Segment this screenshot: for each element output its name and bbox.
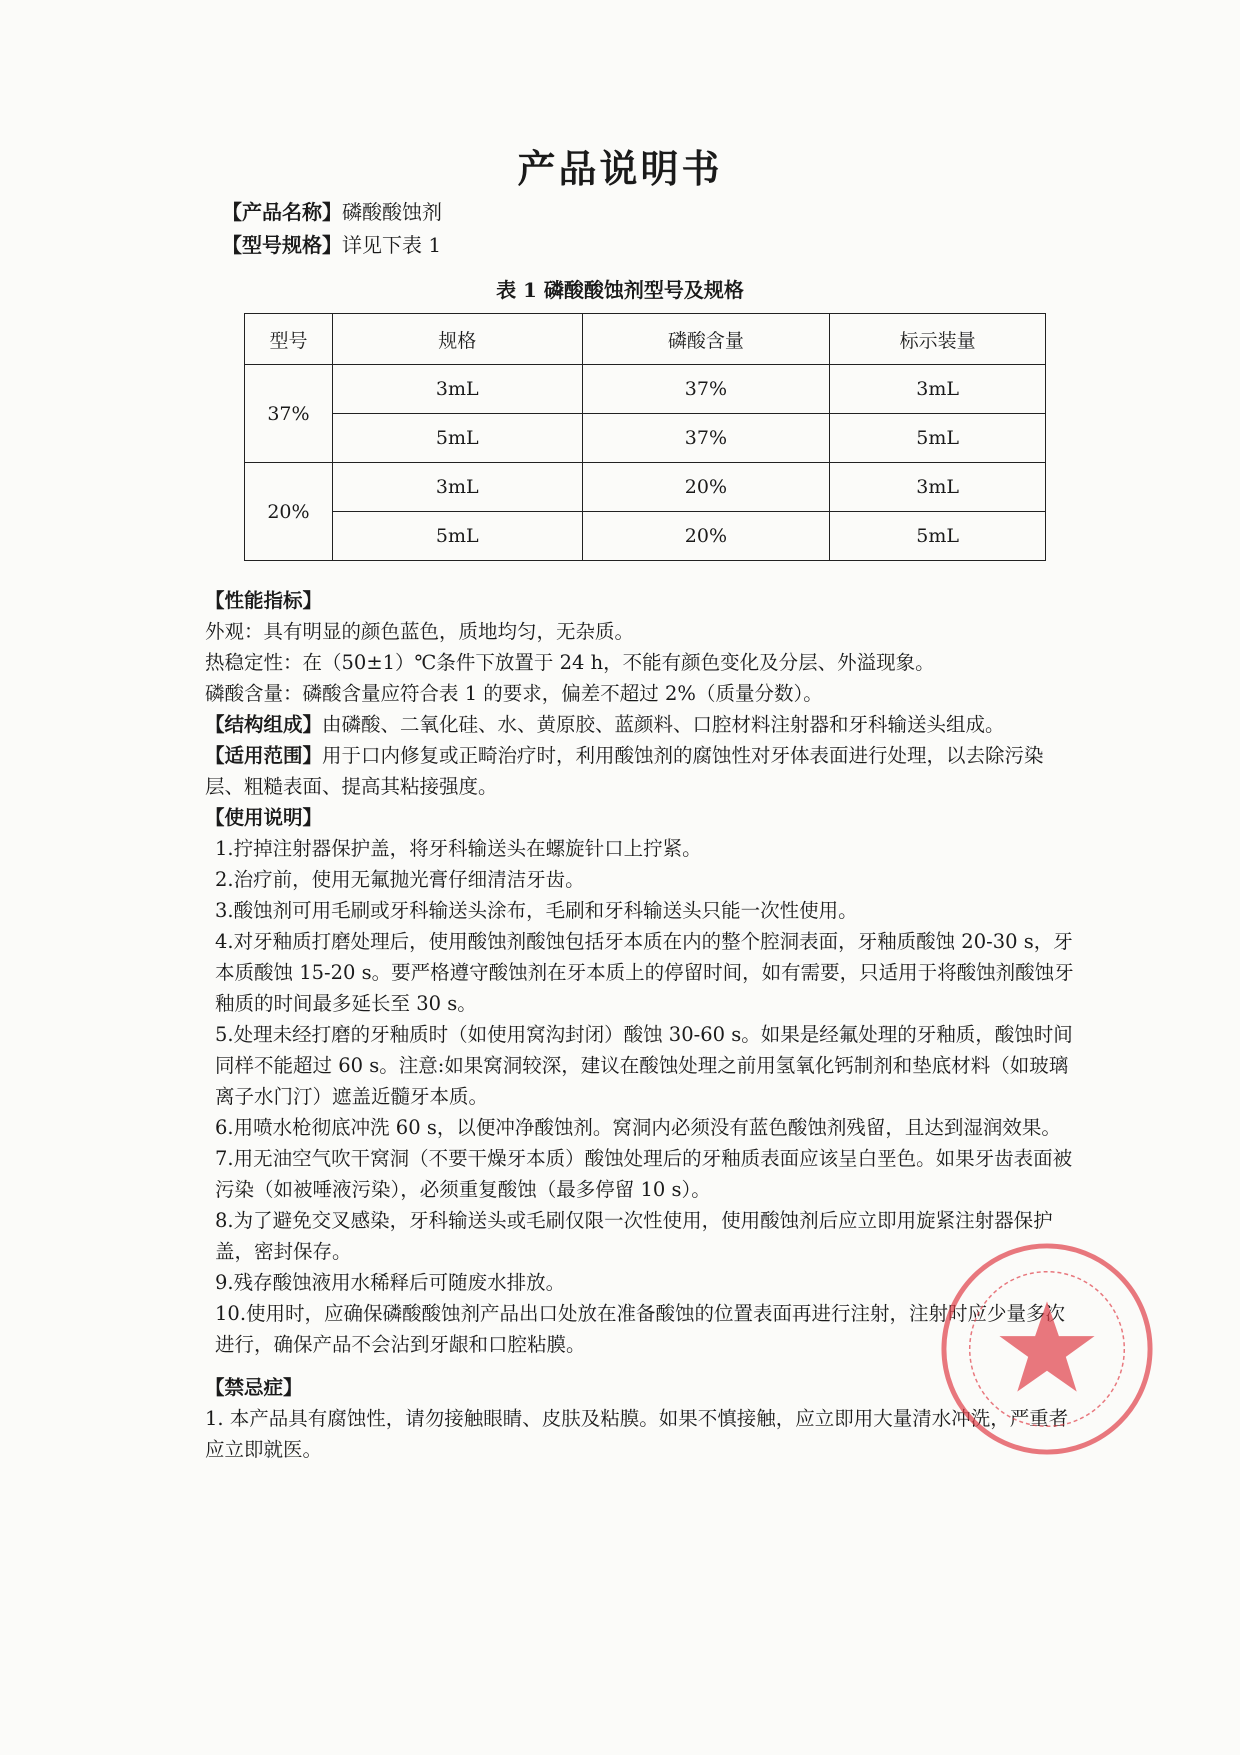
contra-heading: 【禁忌症】 — [205, 1376, 303, 1399]
table-cell: 5mL — [332, 512, 582, 561]
header-cell: 型号 — [245, 314, 333, 365]
header-cell: 磷酸含量 — [582, 314, 830, 365]
table-cell: 5mL — [830, 414, 1046, 463]
scope-paragraph — [205, 740, 1075, 802]
scope-heading: 【适用范围】 — [205, 744, 323, 767]
model-line — [222, 229, 441, 258]
product-name-line — [222, 196, 442, 225]
table-header-row — [245, 314, 1046, 365]
table-row — [245, 414, 1046, 463]
header-cell: 规格 — [332, 314, 582, 365]
performance-heading: 【性能指标】 — [205, 589, 323, 612]
table-cell: 3mL — [332, 365, 582, 414]
model-value: 详见下表 1 — [342, 233, 442, 257]
structure-heading: 【结构组成】 — [205, 713, 323, 736]
performance-line: 热稳定性：在（50±1）℃条件下放置于 24 h，不能有颜色变化及分层、外溢现象。 — [205, 651, 935, 674]
usage-step: 1.拧掉注射器保护盖，将牙科输送头在螺旋针口上拧紧。 — [215, 837, 702, 860]
spec-table — [244, 313, 1046, 561]
table-cell: 5mL — [830, 512, 1046, 561]
usage-step: 2.治疗前，使用无氟抛光膏仔细清洁牙齿。 — [215, 868, 585, 891]
usage-step: 9.残存酸蚀液用水稀释后可随废水排放。 — [215, 1271, 566, 1294]
performance-line: 磷酸含量：磷酸含量应符合表 1 的要求，偏差不超过 2%（质量分数）。 — [205, 682, 823, 705]
product-name-value: 磷酸酸蚀剂 — [342, 200, 442, 224]
usage-step: 4.对牙釉质打磨处理后，使用酸蚀剂酸蚀包括牙本质在内的整个腔洞表面，牙釉质酸蚀 20-30 s，牙本质酸蚀 15-20 s。要严格遵守酸蚀剂在牙本质上的停留时间，如有需要，只适用于将酸蚀剂酸蚀牙釉质的时间最多延长至 30 s。 — [215, 930, 1074, 1015]
structure-paragraph — [205, 709, 1075, 740]
scope-text: 用于口内修复或正畸治疗时，利用酸蚀剂的腐蚀性对牙体表面进行处理，以去除污染层、粗糙表面、提高其粘接强度。 — [205, 744, 1044, 798]
table-cell: 5mL — [332, 414, 582, 463]
performance-line: 外观：具有明显的颜色蓝色，质地均匀，无杂质。 — [205, 620, 635, 643]
model-label: 【型号规格】 — [222, 233, 342, 257]
usage-step: 7.用无油空气吹干窝洞（不要干燥牙本质）酸蚀处理后的牙釉质表面应该呈白垩色。如果牙齿表面被污染（如被唾液污染），必须重复酸蚀（最多停留 10 s）。 — [215, 1147, 1073, 1201]
model-cell: 37% — [245, 365, 333, 463]
table-cell: 37% — [582, 365, 830, 414]
table-row — [245, 463, 1046, 512]
document-title: 产品说明书 — [517, 146, 723, 191]
usage-step: 6.用喷水枪彻底冲洗 60 s，以便冲净酸蚀剂。窝洞内必须没有蓝色酸蚀剂残留，且达到湿润效果。 — [215, 1116, 1061, 1139]
table-cell: 37% — [582, 414, 830, 463]
usage-step: 3.酸蚀剂可用毛刷或牙科输送头涂布，毛刷和牙科输送头只能一次性使用。 — [215, 899, 858, 922]
stamp-star-icon — [999, 1301, 1094, 1391]
table-cell: 3mL — [332, 463, 582, 512]
table-cell: 3mL — [830, 463, 1046, 512]
usage-step: 10.使用时，应确保磷酸酸蚀剂产品出口处放在准备酸蚀的位置表面再进行注射，注射时应少量多次进行，确保产品不会沾到牙龈和口腔粘膜。 — [215, 1302, 1066, 1356]
table-row — [245, 365, 1046, 414]
table-cell: 20% — [582, 512, 830, 561]
product-name-label: 【产品名称】 — [222, 200, 342, 224]
contra-line: 1. 本产品具有腐蚀性，请勿接触眼睛、皮肤及粘膜。如果不慎接触，应立即用大量清水冲洗，严重者应立即就医。 — [205, 1407, 1069, 1461]
table-row — [245, 512, 1046, 561]
table-cell: 3mL — [830, 365, 1046, 414]
table-caption: 表 1 磷酸酸蚀剂型号及规格 — [496, 278, 744, 302]
usage-heading: 【使用说明】 — [205, 806, 323, 829]
usage-step: 8.为了避免交叉感染，牙科输送头或毛刷仅限一次性使用，使用酸蚀剂后应立即用旋紧注射器保护盖，密封保存。 — [215, 1209, 1053, 1263]
model-cell: 20% — [245, 463, 333, 561]
usage-step: 5.处理未经打磨的牙釉质时（如使用窝沟封闭）酸蚀 30-60 s。如果是经氟处理的牙釉质，酸蚀时间同样不能超过 60 s。注意:如果窝洞较深，建议在酸蚀处理之前用氢氧化钙制剂和垫底材料（如玻璃离子水门汀）遮盖近髓牙本质。 — [215, 1023, 1073, 1108]
company-seal-stamp — [938, 1240, 1156, 1458]
structure-text: 由磷酸、二氧化硅、水、黄原胶、蓝颜料、口腔材料注射器和牙科输送头组成。 — [322, 713, 1005, 736]
header-cell: 标示装量 — [830, 314, 1046, 365]
table-cell: 20% — [582, 463, 830, 512]
